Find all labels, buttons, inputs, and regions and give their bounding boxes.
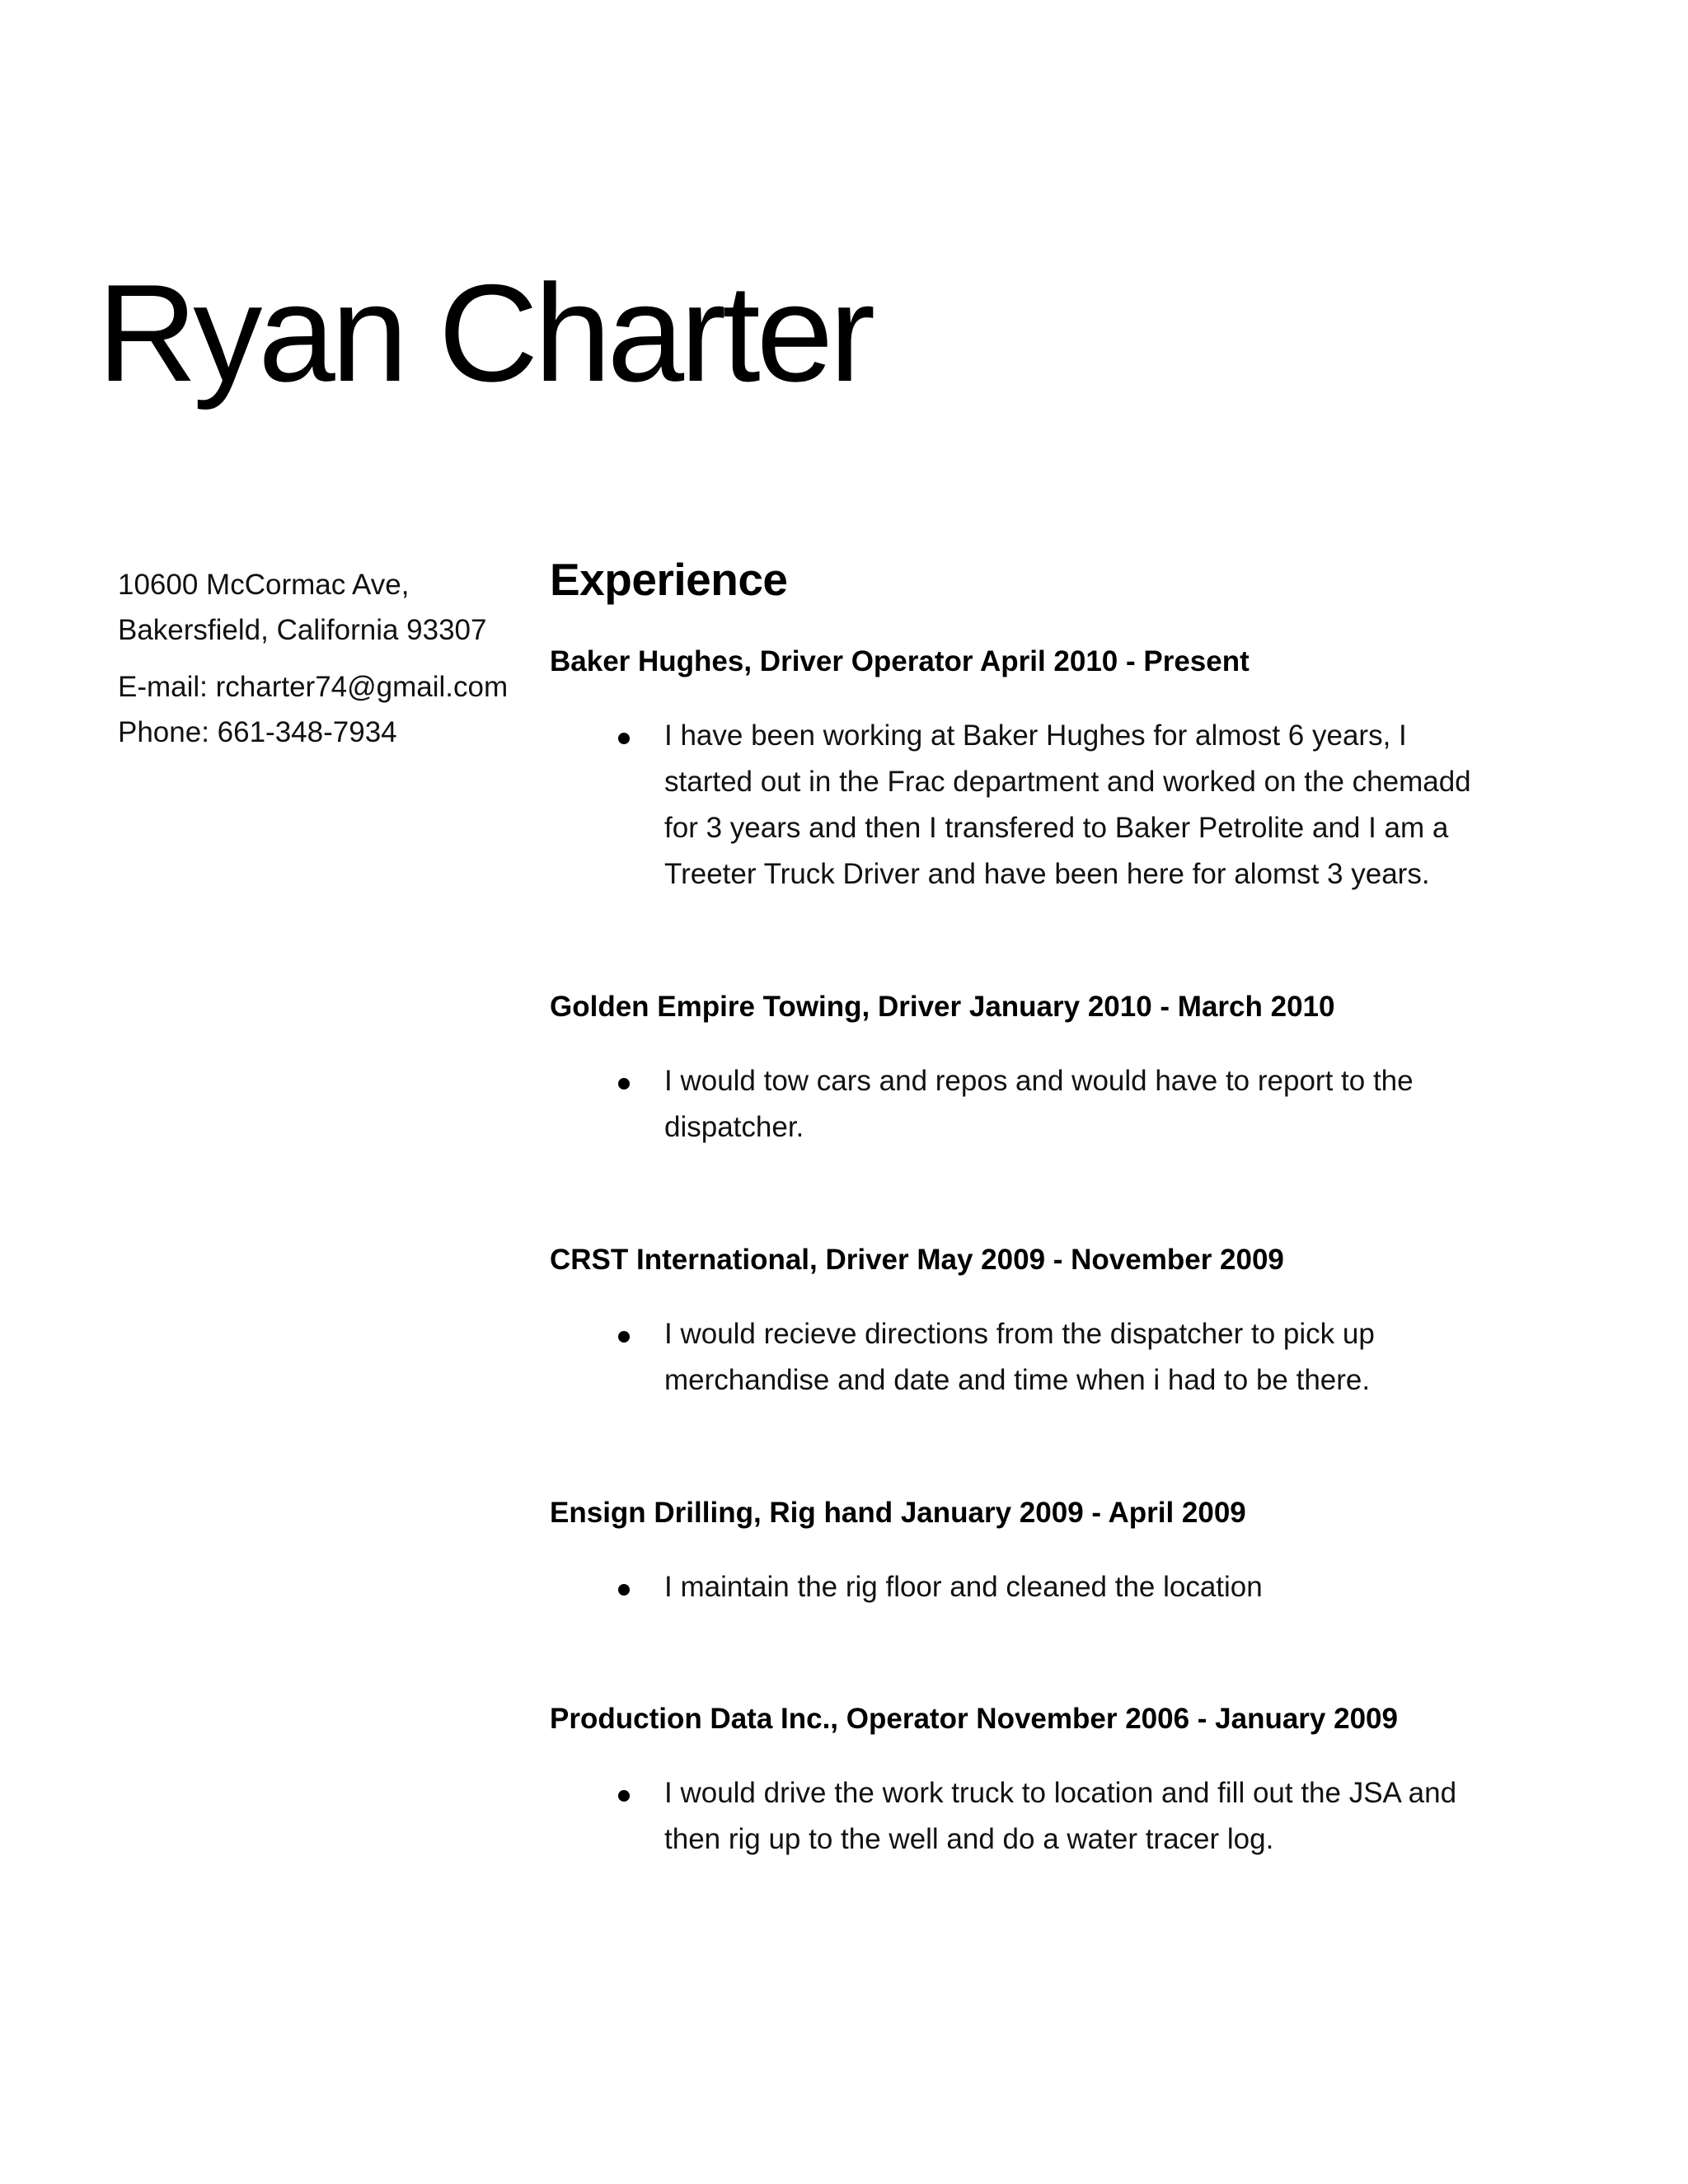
- bullet-point-icon: [618, 1584, 630, 1596]
- bullet-point-icon: [618, 1331, 630, 1343]
- bullet-line: I would drive the work truck to location and fill out the JSA and: [664, 1777, 1457, 1809]
- bullet-line: I would recieve directions from the dispatcher to pick up: [664, 1318, 1375, 1350]
- job-heading: Production Data Inc., Operator November 2006 - January 2009: [550, 1703, 1398, 1735]
- experience-title: Experience: [550, 554, 788, 605]
- job-bullets: [550, 1058, 1555, 1151]
- email-text: E-mail: rcharter74@gmail.com: [118, 671, 509, 703]
- job-entry-ensign: [550, 1494, 1555, 1610]
- bullet-point-icon: [618, 1078, 630, 1090]
- address-line-2: Bakersfield, California 93307: [118, 614, 487, 646]
- bullet-line: I maintain the rig floor and cleaned the location: [664, 1571, 1263, 1603]
- bullet-line: started out in the Frac department and worked on the chemadd: [664, 766, 1471, 798]
- job-bullet: [550, 713, 1555, 898]
- bullet-line: dispatcher.: [664, 1111, 804, 1143]
- job-heading: CRST International, Driver May 2009 - November 2009: [550, 1244, 1284, 1276]
- job-bullets: [550, 1564, 1555, 1610]
- bullet-point-icon: [618, 733, 630, 744]
- contact-info: [118, 562, 538, 755]
- job-bullets: [550, 1770, 1555, 1863]
- job-bullets: [550, 1311, 1555, 1404]
- experience-section: [550, 551, 1555, 1863]
- phone-text: Phone: 661-348-7934: [118, 716, 397, 748]
- contact-spacer: [118, 653, 538, 664]
- job-bullet: [550, 1564, 1555, 1610]
- job-entry-production-data: [550, 1700, 1555, 1863]
- bullet-line: I would tow cars and repos and would have to report to the: [664, 1065, 1414, 1097]
- job-entry-golden-empire: [550, 988, 1555, 1151]
- job-bullet: [550, 1770, 1555, 1863]
- bullet-line: then rig up to the well and do a water tracer log.: [664, 1823, 1274, 1855]
- job-heading: Baker Hughes, Driver Operator April 2010 - Present: [550, 645, 1250, 677]
- address-line-1: 10600 McCormac Ave,: [118, 569, 410, 601]
- bullet-line: Treeter Truck Driver and have been here for alomst 3 years.: [664, 858, 1430, 890]
- job-bullet: [550, 1058, 1555, 1151]
- job-bullets: [550, 713, 1555, 898]
- job-heading: Ensign Drilling, Rig hand January 2009 - April 2009: [550, 1497, 1246, 1529]
- job-heading: Golden Empire Towing, Driver January 2010 - March 2010: [550, 991, 1335, 1023]
- applicant-name: Ryan Charter: [97, 255, 872, 410]
- bullet-line: merchandise and date and time when i had to be there.: [664, 1364, 1371, 1396]
- job-entry-crst: [550, 1241, 1555, 1404]
- bullet-line: for 3 years and then I transfered to Baker Petrolite and I am a: [664, 812, 1449, 844]
- bullet-line: I have been working at Baker Hughes for almost 6 years, I: [664, 719, 1407, 752]
- bullet-point-icon: [618, 1790, 630, 1802]
- job-bullet: [550, 1311, 1555, 1404]
- job-entry-baker-hughes: [550, 643, 1555, 898]
